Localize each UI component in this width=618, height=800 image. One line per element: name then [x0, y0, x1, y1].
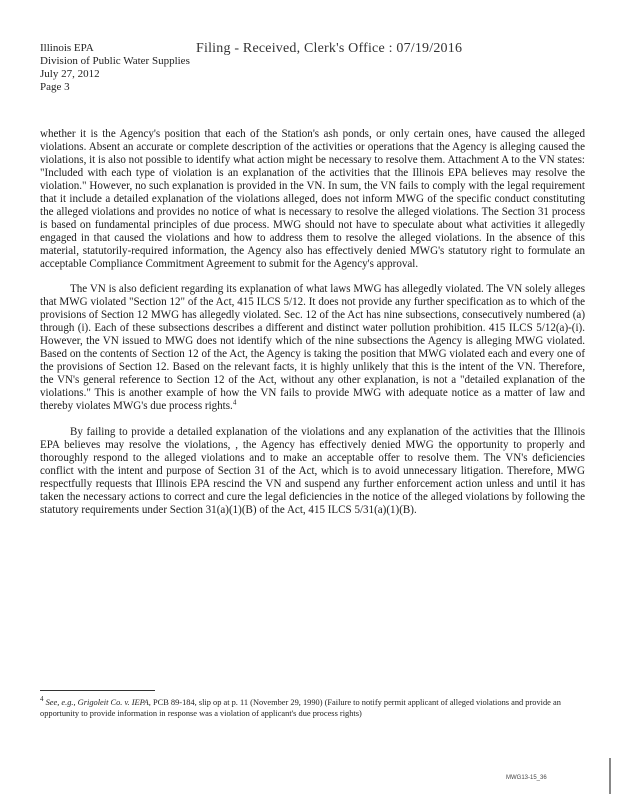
letterhead-agency: Illinois EPA — [40, 42, 94, 54]
footnote-text: PCB 89-184, slip op at p. 11 (November 29, 1990) (Failure to notify permit applicant of alleged violations and provide an opportunity to provide information in response was a violation of applicant's due process rights) — [40, 698, 561, 718]
footnote-citation: See, e.g., Grigoleit Co. v. IEPA, — [45, 698, 151, 707]
footnote-divider — [40, 690, 155, 691]
paragraph-2 — [40, 283, 585, 413]
letterhead-division: Division of Public Water Supplies — [40, 55, 190, 67]
letterhead-page: Page 3 — [40, 81, 70, 93]
paragraph-2-text: The VN is also deficient regarding its explanation of what laws MWG has allegedly violated. The VN solely alleges that MWG violated "Section 12" of the Act, 415 ILCS 5/12. It does not provide any further specification as to which of the provisions of Section 12 MWG has allegedly violated. Sec. 12 of the Act has nine subsections, consecutively numbered (a) through (i). Each of these subsections describes a different and distinct water pollution prohibition. 415 ILCS 5/12(a)-(i). However, the VN issued to MWG does not identify which of the nine subsections the Agency is alleging MWG violated. Based on the contents of Section 12 of the Act, the Agency is taking the position that MWG violated each and every one of the provisions of Section 12. Based on the relevant facts, it is highly unlikely that this is the intent of the VN. Therefore, the VN's general reference to Section 12 of the Act, without any other explanation, is not a "detailed explanation of the violations." This is another example of how the VN fails to provide MWG with adequate notice as a matter of law and thereby violates MWG's due process rights. — [40, 283, 585, 413]
paragraph-1: whether it is the Agency's position that each of the Station's ash ponds, or only certain ones, have caused the alleged violations. Absent an accurate or complete description of the activities or operations that the Agency is alleging caused the violations, it is also not possible to identify what action might be necessary to resolve them. Attachment A to the VN states: "Included with each type of violation is an explanation of the activities that the Illinois EPA believes may resolve the violation." However, no such explanation is provided in the VN. In sum, the VN fails to comply with the legal requirement that it include a detailed explanation of the violations alleged, does not inform MWG of the specific conduct constituting the alleged violations and provides no notice of what is necessary to resolve the alleged violations. The Section 31 process is based on fundamental principles of due process. MWG should not have to speculate about what activities it allegedly engaged in that caused the violations and how to address them to resolve the alleged violations. In the absence of this material, statutorily-required information, the Agency also has effectively denied MWG's statutory right to formulate an acceptable Compliance Commitment Agreement to submit for the Agency's approval. — [40, 128, 585, 270]
footnote-ref: 4 — [232, 398, 237, 407]
letterhead — [40, 42, 190, 94]
paragraph-3: By failing to provide a detailed explanation of the violations and any explanation of the activities that the Illinois EPA believes may resolve the violations, , the Agency has effectively denied MWG the opportunity to properly and thoroughly respond to the alleged violations and to make an acceptable offer to resolve them. The VN's deficiencies conflict with the intent and purpose of Section 31 of the Act, which is to avoid unnecessary litigation. Therefore, MWG respectfully requests that Illinois EPA rescind the VN and suspend any further enforcement action unless and until it has taken the necessary actions to correct and cure the legal deficiencies in the notice of the alleged violations by following the statutory requirements under Section 31(a)(1)(B) of the Act, 415 ILCS 5/31(a)(1)(B). — [40, 426, 585, 516]
filing-stamp: Filing - Received, Clerk's Office : 07/19/2016 — [196, 41, 463, 56]
bates-stamp: MWG13-15_36 — [506, 775, 547, 781]
letter-body — [40, 128, 585, 530]
footnote-number: 4 — [40, 695, 44, 704]
footnote — [40, 697, 585, 719]
scan-edge-mark — [609, 758, 611, 794]
letterhead-date: July 27, 2012 — [40, 68, 100, 80]
